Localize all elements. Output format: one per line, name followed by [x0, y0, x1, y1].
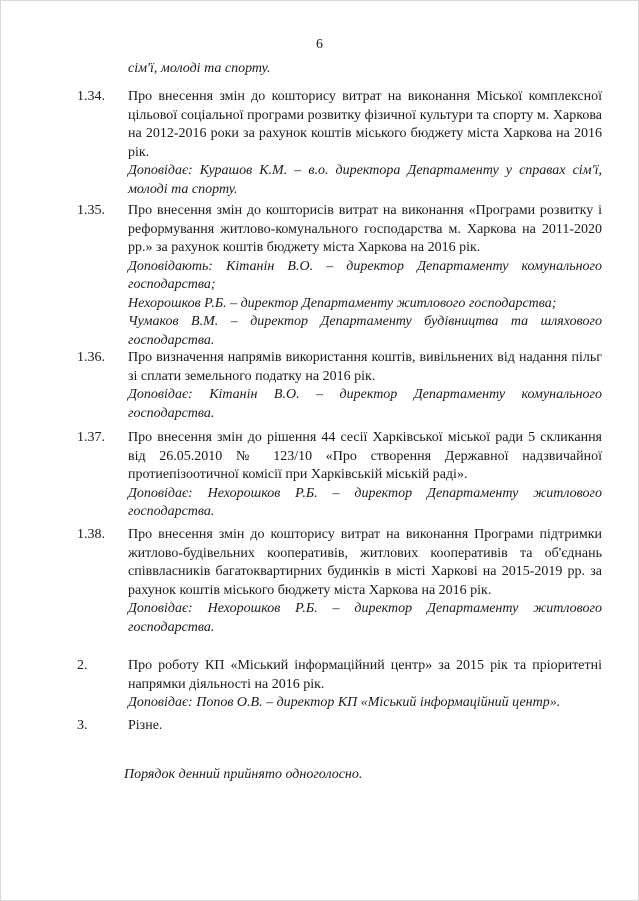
item-number: 2. [77, 658, 88, 673]
reporter: Доповідає: Кітанін В.О. – директор Департаменту комунального господарства. [128, 387, 602, 421]
item-text: Про роботу КП «Міський інформаційний центр» за 2015 рік та пріоритетні напрямки діяльності на 2016 рік. [128, 658, 602, 692]
item-text: Про внесення змін до кошторисів витрат на виконання «Програми розвитку і реформування житлово-комунального господарства м. Харкова на 2011-2020 рр.» за рахунок коштів бюджету міста Харкова на 2016 рік. [128, 203, 602, 255]
reporter: Доповідає: Курашов К.М. – в.о. директора Департаменту у справах сім'ї, молоді та спорту. [128, 163, 602, 197]
item-text: Про внесення змін до кошторису витрат на виконання Програми підтримки житлово-будівельних кооперативів, житлових кооперативів та об'єднань співвласників багатоквартирних будинків в місті Харкові на 2015-2019 рр. за рахунок коштів міського бюджету міста Харкова на 2016 рік. [128, 527, 602, 598]
reporter: Нехорошков Р.Б. – директор Департаменту житлового господарства; [128, 295, 557, 311]
reporter: Доповідає: Нехорошков Р.Б. – директор Департаменту житлового господарства. [128, 601, 602, 635]
item-number: 1.34. [77, 89, 105, 104]
reporter: Доповідають: Кітанін В.О. – директор Департаменту комунального господарства; [128, 258, 602, 292]
reporter-continuation: сім'ї, молоді та спорту. [128, 61, 271, 76]
item-number: 1.37. [77, 430, 105, 445]
item-number: 1.38. [77, 527, 105, 542]
item-text: Про визначення напрямів використання коштів, вивільнених від надання пільг зі сплати земельного податку на 2016 рік. [128, 350, 602, 384]
item-text: Про внесення змін до рішення 44 сесії Харківської міської ради 5 скликання від 26.05.2010 № 123/10 «Про створення Державної надзвичайної протиепізоотичної комісії при Харківській міській раді». [128, 430, 602, 482]
item-number: 3. [77, 718, 88, 733]
item-text: Про внесення змін до кошторису витрат на виконання Міської комплексної цільової соціальної програми розвитку фізичної культури та спорту м. Харкова на 2012-2016 роки за рахунок коштів міського бюджету міста Харкова на 2016 рік. [128, 89, 602, 160]
reporter: Доповідає: Попов О.В. – директор КП «Міський інформаційний центр». [128, 695, 561, 710]
page-number: 6 [316, 37, 323, 52]
reporter: Чумаков В.М. – директор Департаменту будівництва та шляхового господарства. [128, 314, 602, 348]
reporter: Доповідає: Нехорошков Р.Б. – директор Департаменту житлового господарства. [128, 485, 602, 519]
closing-statement: Порядок денний прийнято одноголосно. [124, 767, 363, 782]
item-number: 1.35. [77, 203, 105, 218]
item-number: 1.36. [77, 350, 105, 365]
item-text: Різне. [128, 718, 163, 733]
